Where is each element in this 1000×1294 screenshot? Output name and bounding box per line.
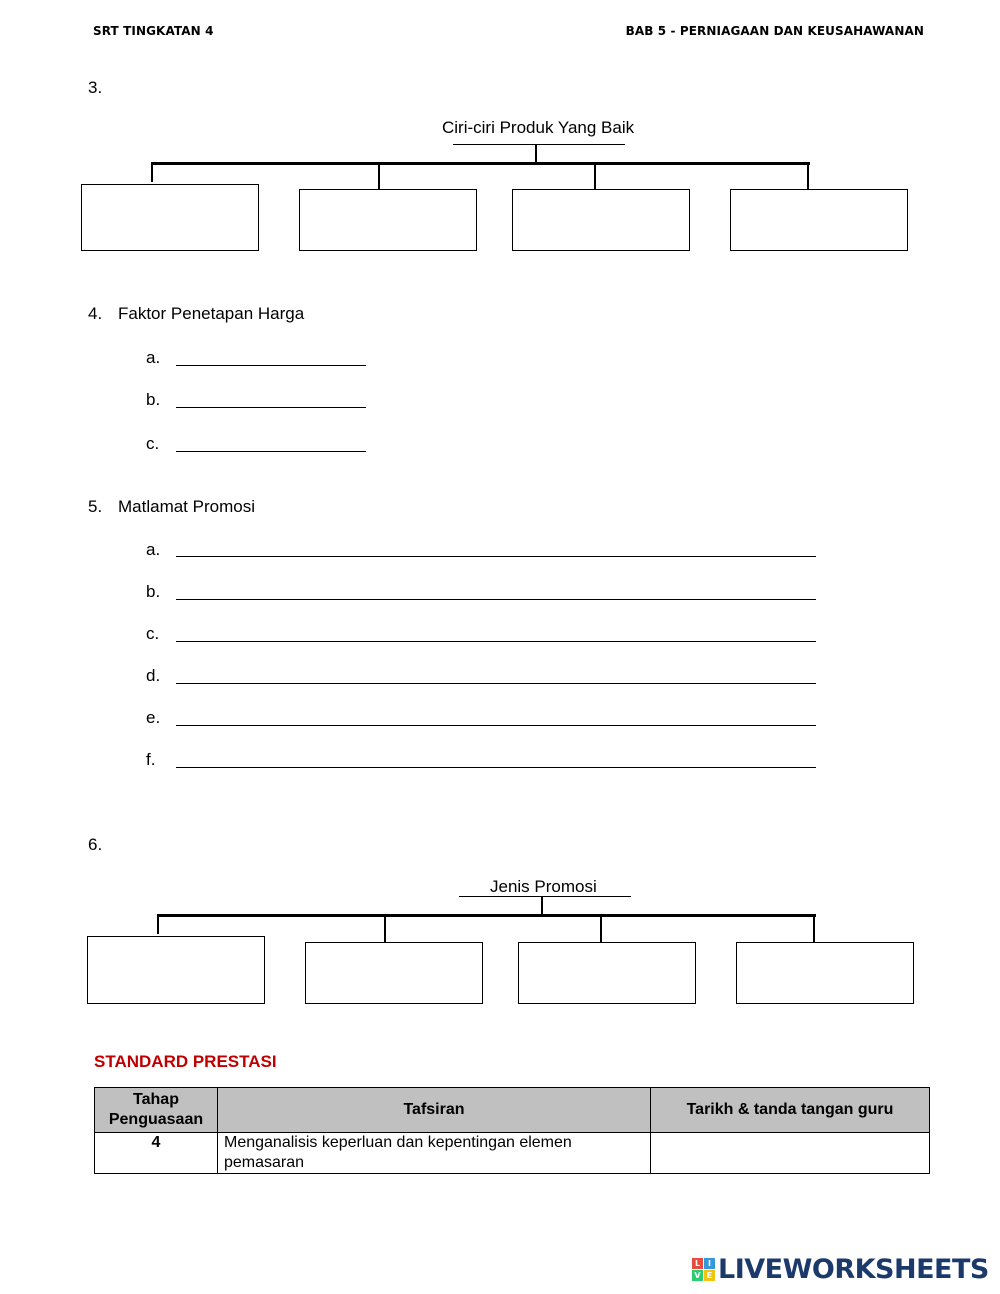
q4-blank-a[interactable]	[176, 365, 366, 366]
q6-answer-box-3[interactable]	[518, 942, 696, 1004]
q6-title: Jenis Promosi	[490, 877, 597, 896]
q5-number: 5.	[88, 497, 103, 516]
q3-answer-box-4[interactable]	[730, 189, 908, 251]
q5-blank-a[interactable]	[176, 556, 816, 557]
col-tarikh-tanda-tangan: Tarikh & tanda tangan guru	[651, 1088, 930, 1133]
logo-letter-l: L	[692, 1258, 703, 1269]
q3-answer-box-3[interactable]	[512, 189, 690, 251]
q4-number: 4.	[88, 304, 103, 323]
q6-answer-box-1[interactable]	[87, 936, 265, 1004]
q3-answer-box-2[interactable]	[299, 189, 477, 251]
liveworksheets-logo	[692, 1254, 989, 1285]
q6-answer-box-2[interactable]	[305, 942, 483, 1004]
q4-label-c: c.	[146, 434, 160, 453]
col-tahap-penguasaan: Tahap Penguasaan	[95, 1088, 218, 1133]
q5-label-c: c.	[146, 624, 160, 643]
level-cell: 4	[95, 1133, 218, 1174]
logo-letter-i: I	[704, 1258, 715, 1269]
signature-cell	[651, 1133, 930, 1174]
q5-label-f: f.	[146, 750, 156, 769]
q5-blank-d[interactable]	[176, 683, 816, 684]
q3-title: Ciri-ciri Produk Yang Baik	[442, 118, 635, 137]
q4-blank-b[interactable]	[176, 407, 366, 408]
logo-text: LIVEWORKSHEETS	[718, 1254, 989, 1285]
q6-branch-line	[157, 914, 816, 917]
q4-label-a: a.	[146, 348, 161, 367]
q3-title-underline	[453, 144, 625, 145]
q4-title: Faktor Penetapan Harga	[118, 304, 305, 323]
q6-number: 6.	[88, 835, 103, 854]
q6-title-underline	[459, 896, 631, 897]
header-left: SRT TINGKATAN 4	[93, 24, 214, 38]
standard-heading: STANDARD PRESTASI	[94, 1052, 277, 1071]
q5-blank-b[interactable]	[176, 599, 816, 600]
description-cell: Menganalisis keperluan dan kepentingan elemen pemasaran	[218, 1133, 651, 1174]
q3-answer-box-1[interactable]	[81, 184, 259, 251]
logo-letter-e: E	[704, 1270, 715, 1281]
q5-label-b: b.	[146, 582, 161, 601]
q6-branch-2	[384, 915, 386, 942]
q5-title: Matlamat Promosi	[118, 497, 255, 516]
q6-answer-box-4[interactable]	[736, 942, 914, 1004]
q5-blank-e[interactable]	[176, 725, 816, 726]
q3-branch-2	[378, 163, 380, 190]
q6-branch-3	[600, 915, 602, 942]
standard-table	[94, 1087, 930, 1174]
q5-blank-c[interactable]	[176, 641, 816, 642]
logo-letter-v: V	[692, 1270, 703, 1281]
q5-label-d: d.	[146, 666, 161, 685]
q5-label-a: a.	[146, 540, 161, 559]
col-tafsiran: Tafsiran	[218, 1088, 651, 1133]
q6-branch-4	[813, 915, 815, 942]
header-right: BAB 5 - PERNIAGAAN DAN KEUSAHAWANAN	[625, 24, 924, 38]
standard-header-row	[95, 1088, 930, 1133]
logo-grid-icon	[692, 1258, 715, 1281]
q3-branch-line	[151, 162, 810, 165]
q3-number: 3.	[88, 78, 103, 97]
q3-branch-3	[594, 163, 596, 190]
q3-branch-4	[807, 163, 809, 190]
q3-branch-1	[151, 163, 153, 182]
q6-branch-1	[157, 915, 159, 934]
q5-blank-f[interactable]	[176, 767, 816, 768]
q5-label-e: e.	[146, 708, 161, 727]
q4-label-b: b.	[146, 390, 161, 409]
table-row	[95, 1133, 930, 1174]
q4-blank-c[interactable]	[176, 451, 366, 452]
